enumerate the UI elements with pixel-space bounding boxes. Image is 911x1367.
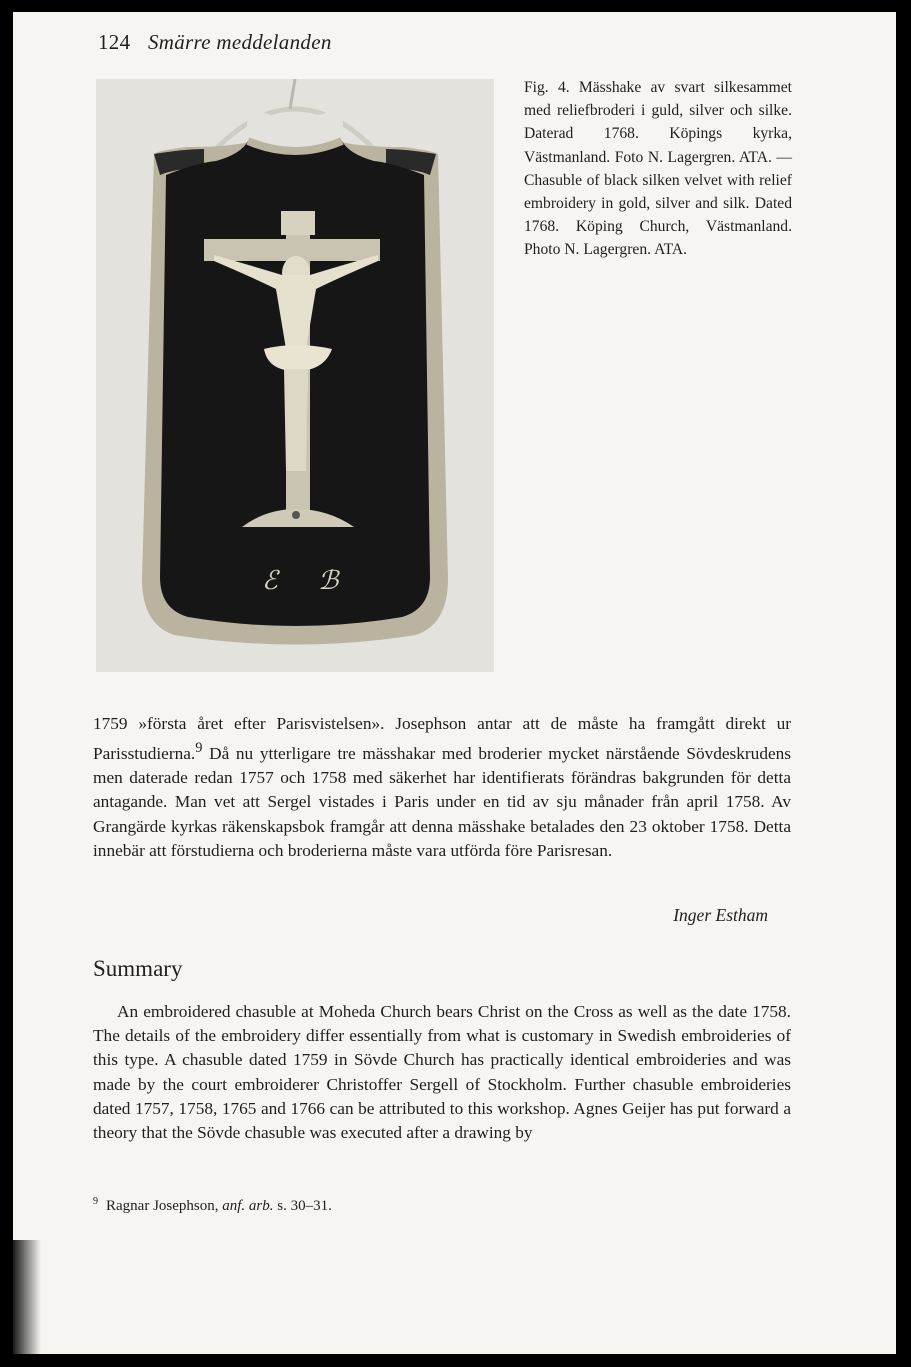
- footnote-ref: anf. arb.: [222, 1198, 274, 1214]
- body-text-after-note: Då nu ytterligare tre mässhakar med broderier mycket närstående Sövdeskrudens men daterade redan 1757 och 1758 med säkerhet har identifierats förändras bakgrunden för detta antagande. Man vet att Sergel vistades i Paris under en tid av sju månader från april 1758. Av Grangärde kyrkas räkenskapsbok framgår att denna mässhake betalades den 23 oktober 1758. Detta innebär att förstudierna och broderierna måste vara utförda före Parisresan.: [93, 743, 791, 860]
- footnote-author: Ragnar Josephson,: [106, 1198, 219, 1214]
- section-title: Smärre meddelanden: [147, 30, 332, 54]
- footnote-number: 9: [93, 1196, 98, 1207]
- summary-paragraph: An embroidered chasuble at Moheda Church bears Christ on the Cross as well as the date 1758. The details of the embroidery differ essentially from what is customary in Swedish embroideries of this type. A chasuble dated 1759 in Sövde Church has practically identical embroideries and was made by the court embroiderer Christoffer Sergell of Stockholm. Further chasuble embroideries dated 1757, 1758, 1765 and 1766 can be attributed to this workshop. Agnes Geijer has put forward a theory that the Sövde chasuble was executed after a drawing by: [93, 1002, 791, 1143]
- running-head: [98, 30, 332, 55]
- monogram-right: ℬ: [318, 566, 339, 596]
- author-signature: Inger Estham: [673, 905, 768, 925]
- summary-heading: Summary: [93, 956, 183, 981]
- chasuble-photograph: [96, 79, 494, 672]
- scan-edge-shadow: [13, 1240, 41, 1354]
- figure-caption: Fig. 4. Mässhake av svart silkesammet med reliefbroderi i guld, silver och silke. Daterad 1768. Köpings kyrka, Västmanland. Foto N. Lagergren. ATA. — Chasuble of black silken velvet with relief embroidery in gold, silver and silk. Dated 1768. Köping Church, Västmanland. Photo N. Lagergren. ATA.: [524, 79, 792, 259]
- footnote-pages: s. 30–31.: [277, 1198, 332, 1214]
- chasuble-image: [96, 79, 494, 672]
- footnote: [93, 1196, 332, 1215]
- note-reference: 9: [195, 740, 203, 757]
- body-text-before-note: 1759 »första året efter Parisvistelsen». Josephson antar att de måste ha framgått direkt ur Parisstudierna.: [93, 714, 791, 763]
- body-paragraph: [93, 712, 791, 863]
- page-number: 124: [98, 30, 131, 54]
- monogram-left: ℰ: [262, 566, 278, 596]
